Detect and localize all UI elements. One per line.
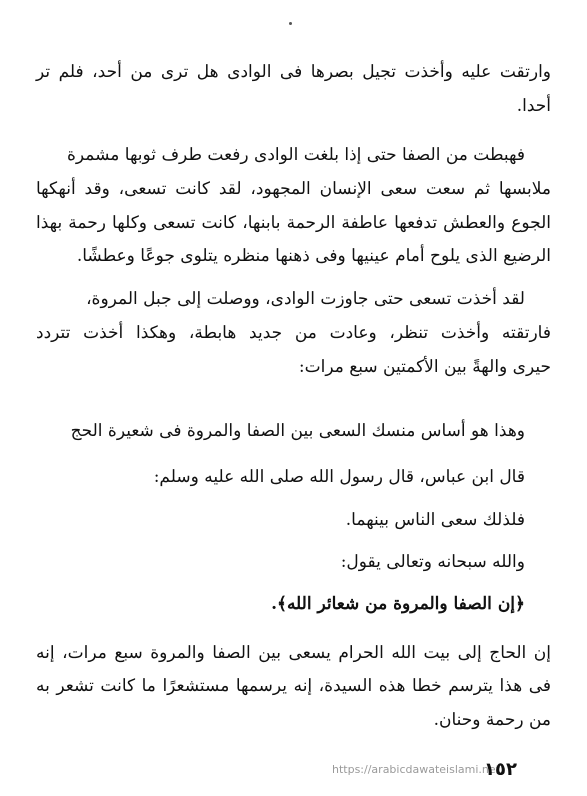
text-line: والله سبحانه وتعالى يقول:: [340, 552, 525, 572]
text-line: فى هذا يترسم خطا هذه السيدة، إنه يرسمها مستشعرًا ما كانت تشعر به: [36, 676, 551, 696]
text-line: قال ابن عباس، قال رسول الله صلى الله عليه وسلم:: [153, 467, 525, 487]
text-line: وهذا هو أساس منسك السعى بين الصفا والمروة فى شعيرة الحج: [70, 421, 525, 441]
text-line: الجوع والعطش تدفعها عاطفة الرحمة بابنها، كانت تسعى وكلها رحمة بهذا: [36, 213, 551, 233]
text-line: فهبطت من الصفا حتى إذا بلغت الوادى رفعت طرف ثوبها مشمرة: [66, 145, 525, 165]
text-line: إن الحاج إلى بيت الله الحرام يسعى بين الصفا والمروة سبع مرات، إنه: [36, 643, 551, 663]
text-line: الرضيع الذى يلوح أمام عينيها وفى ذهنها منظره يتلوى جوعًا وعطشًا.: [76, 246, 551, 266]
text-line: فارتقته وأخذت تنظر، وعادت من جديد هابطة، وهكذا أخذت تتردد: [36, 323, 551, 343]
text-line: لقد أخذت تسعى حتى جاوزت الوادى، ووصلت إلى جبل المروة،: [86, 289, 525, 309]
quran-verse: ﴿إن الصفا والمروة من شعائر الله﴾.: [271, 594, 525, 614]
text-line: من رحمة وحنان.: [433, 710, 551, 730]
text-line: وارتقت عليه وأخذت تجيل بصرها فى الوادى هل ترى من أحد، فلم تر: [36, 62, 551, 82]
text-line: حيرى والهةً بين الأكمتين سبع مرات:: [298, 357, 551, 377]
text-line: ملابسها ثم سعت سعى الإنسان المجهود، لقد كانت تسعى، وقد أنهكها: [36, 179, 551, 199]
text-line: فلذلك سعى الناس بينهما.: [345, 510, 525, 530]
text-line: أحدا.: [516, 96, 551, 116]
watermark-url[interactable]: https://arabicdawateislami.net: [332, 763, 500, 776]
page-footer: [0, 760, 587, 784]
page-number: ١٥٢: [484, 759, 517, 780]
top-dot: [289, 22, 292, 25]
